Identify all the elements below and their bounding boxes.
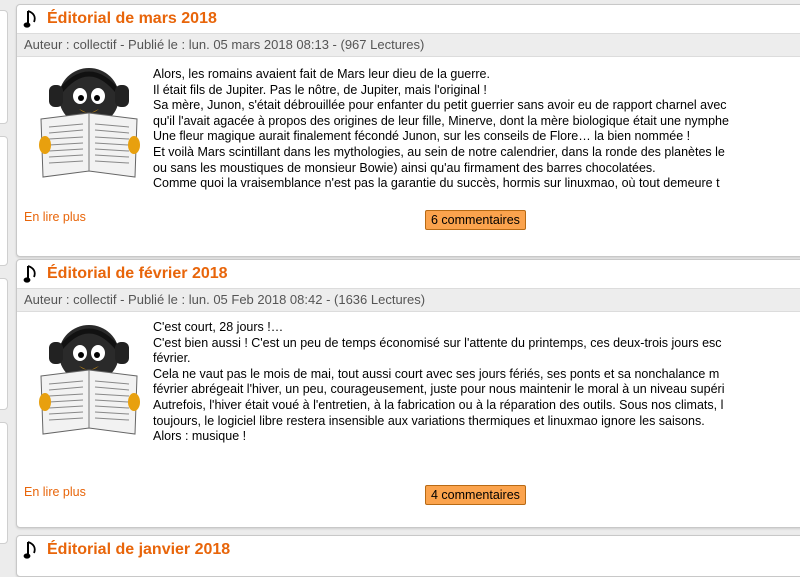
article-line: Alors, les romains avaient fait de Mars leur dieu de la guerre. — [153, 67, 490, 81]
sidebar-panel — [0, 278, 8, 410]
article-line: février. — [153, 351, 191, 366]
article-line: qu'il l'avait agacée à propos des origines de leur fille, Minerve, dont la mère biologique était une nymphe — [153, 113, 729, 128]
penguin-newspaper-icon — [37, 316, 142, 436]
music-note-icon — [23, 264, 39, 284]
article-line: Une fleur magique aurait finalement fécondé Junon, sur les conseils de Flore… la bien nommée ! — [153, 129, 691, 144]
article-card — [16, 259, 800, 528]
read-more-link[interactable]: En lire plus — [24, 210, 86, 224]
sidebar-panel — [0, 136, 8, 266]
article-line: février abrégeait l'hiver, un peu, courageusement, juste pour nous maintenir le moral à un niveau supéri — [153, 382, 725, 397]
article-title[interactable]: Éditorial de mars 2018 — [47, 10, 217, 27]
article-line: Comme quoi la vraisemblance n'est pas la garantie du succès, hormis sur linuxmao, où tout demeure t — [153, 176, 720, 191]
article-body — [153, 67, 729, 192]
music-note-icon — [23, 540, 39, 560]
article-line: Cela ne vaut pas le mois de mai, tout aussi court avec ses jours fériés, ses ponts et sa nonchalance m — [153, 366, 720, 381]
article-meta: Auteur : collectif - Publié le : lun. 05 Feb 2018 08:42 - (1636 Lectures) — [17, 288, 800, 312]
sidebar-panel — [0, 10, 8, 124]
article-card — [16, 535, 800, 577]
article-line: ou sans les moustiques de monsieur Bowie) ainsi qu'au firmament des barres chocolatées. — [153, 160, 656, 175]
article-title[interactable]: Éditorial de février 2018 — [47, 265, 228, 282]
article-line: Alors : musique ! — [153, 429, 247, 444]
sidebar-panel — [0, 422, 8, 544]
article-line: Il était fils de Jupiter. Pas le nôtre, de Jupiter, mais l'original ! — [153, 82, 487, 97]
music-note-icon — [23, 9, 39, 29]
read-more-link[interactable]: En lire plus — [24, 485, 86, 499]
comments-button[interactable]: 6 commentaires — [425, 210, 526, 230]
article-line: Sa mère, Junon, s'était débrouillée pour enfanter du petit guerrier sans avoir eu de rapport charnel avec — [153, 98, 727, 113]
article-header — [17, 5, 800, 33]
article-title[interactable]: Éditorial de janvier 2018 — [47, 541, 231, 558]
article-card — [16, 4, 800, 257]
article-line: C'est bien aussi ! C'est un peu de temps économisé sur l'attente du printemps, ces deux-trois jours esc — [153, 335, 722, 350]
article-header — [17, 260, 800, 288]
article-header — [17, 536, 800, 564]
article-line: C'est court, 28 jours !… — [153, 320, 284, 334]
comments-button[interactable]: 4 commentaires — [425, 485, 526, 505]
article-line: Et voilà Mars scintillant dans les mythologies, au sein de notre calendrier, dans la ronde des planètes le — [153, 144, 725, 159]
article-meta: Auteur : collectif - Publié le : lun. 05 mars 2018 08:13 - (967 Lectures) — [17, 33, 800, 57]
article-line: Autrefois, l'hiver était voué à l'entretien, à la fabrication ou à la réparation des outils. Sous nos climats, l — [153, 397, 724, 412]
penguin-newspaper-icon — [37, 59, 142, 179]
article-line: toujours, le logiciel libre restera insensible aux variations thermiques et linuxmao ignore les saisons. — [153, 413, 705, 428]
article-body — [153, 320, 724, 445]
